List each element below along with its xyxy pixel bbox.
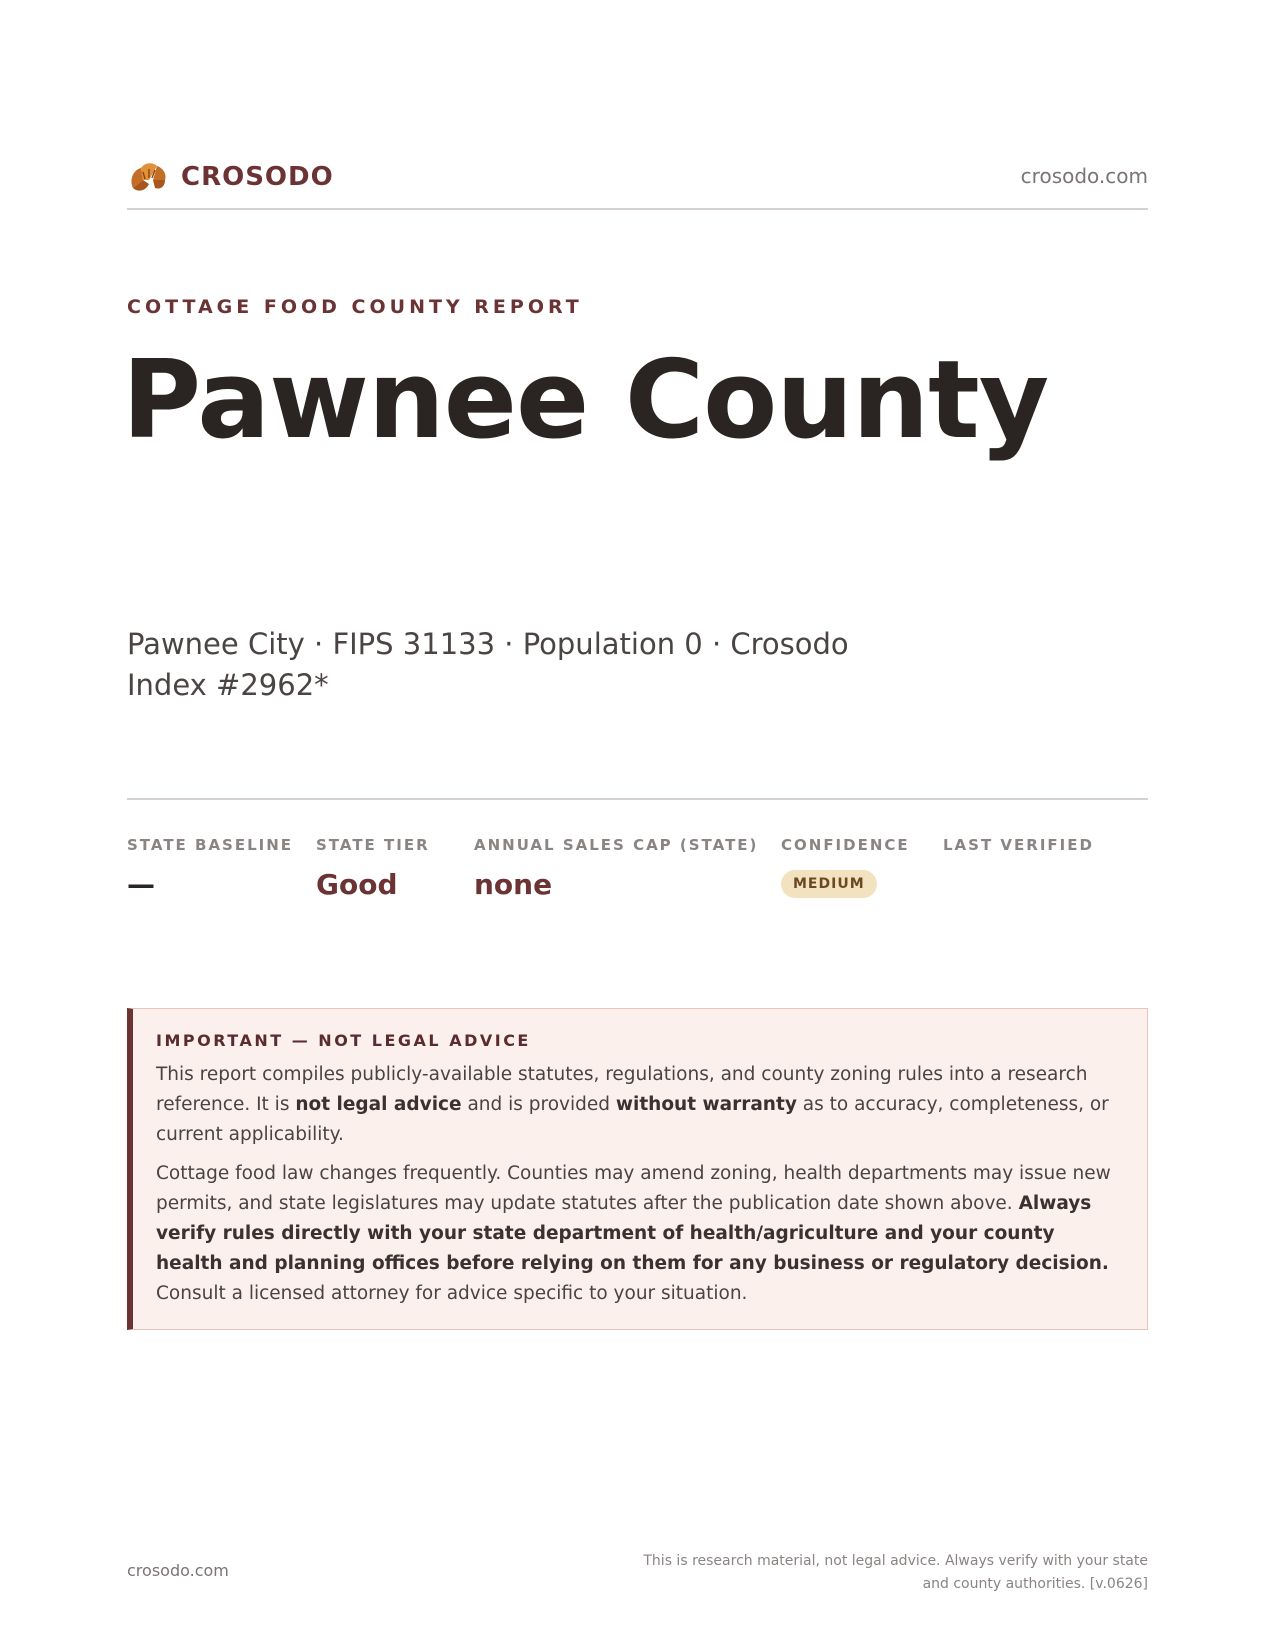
croissant-icon xyxy=(127,158,169,196)
page-title: Pawnee County xyxy=(122,338,1049,463)
county-summary: Pawnee City · FIPS 31133 · Population 0 · Crosodo Index #2962* xyxy=(127,627,849,702)
stat-annual-sales-cap xyxy=(474,836,758,901)
stat-confidence xyxy=(781,836,910,898)
stat-state-baseline xyxy=(127,836,293,901)
stat-label: STATE TIER xyxy=(316,836,430,854)
disclaimer-text: This report compiles publicly-available statutes, regulations, and county zoning rules into a research reference. It is xyxy=(156,1064,1088,1115)
disclaimer-text: and is provided xyxy=(461,1094,616,1115)
disclaimer-heading: IMPORTANT — NOT LEGAL ADVICE xyxy=(156,1031,531,1050)
confidence-badge: MEDIUM xyxy=(781,870,877,898)
page-header xyxy=(127,158,1148,210)
stats-row xyxy=(127,798,1148,901)
report-type-label: COTTAGE FOOD COUNTY REPORT xyxy=(127,296,583,318)
disclaimer-text: Consult a licensed attorney for advice specific to your situation. xyxy=(156,1283,748,1304)
disclaimer-emphasis: without warranty xyxy=(615,1094,797,1115)
stat-value: none xyxy=(474,868,553,901)
disclaimer-paragraph xyxy=(156,1060,1123,1150)
stat-last-verified xyxy=(943,836,1094,868)
stat-label: ANNUAL SALES CAP (STATE) xyxy=(474,836,759,854)
stat-value: Good xyxy=(316,868,398,901)
stat-label: CONFIDENCE xyxy=(781,836,910,854)
disclaimer-text: Cottage food law changes frequently. Counties may amend zoning, health departments may issue new permits, and state legislatures may update statutes after the publication date shown above. xyxy=(156,1163,1111,1214)
footer-disclaimer: This is research material, not legal advice. Always verify with your state and county authorities. [v.0626] xyxy=(643,1553,1148,1592)
disclaimer-text: as to accuracy, completeness, or current applicability. xyxy=(156,1094,1109,1145)
stat-label: STATE BASELINE xyxy=(127,836,294,854)
site-link[interactable]: crosodo.com xyxy=(1020,164,1148,188)
stat-value: — xyxy=(127,868,155,901)
brand-name: CROSODO xyxy=(181,162,334,192)
disclaimer-emphasis: not legal advice xyxy=(295,1094,462,1115)
disclaimer-emphasis: Always verify rules directly with your state department of health/agriculture and your county health and planning offices before relying on them for any business or regulatory decision. xyxy=(156,1193,1109,1274)
stat-label: LAST VERIFIED xyxy=(943,836,1094,854)
disclaimer-paragraph xyxy=(156,1159,1123,1309)
brand[interactable] xyxy=(127,158,334,196)
footer-site-link[interactable]: crosodo.com xyxy=(127,1561,229,1580)
stat-state-tier xyxy=(316,836,430,901)
legal-disclaimer xyxy=(127,1008,1148,1330)
